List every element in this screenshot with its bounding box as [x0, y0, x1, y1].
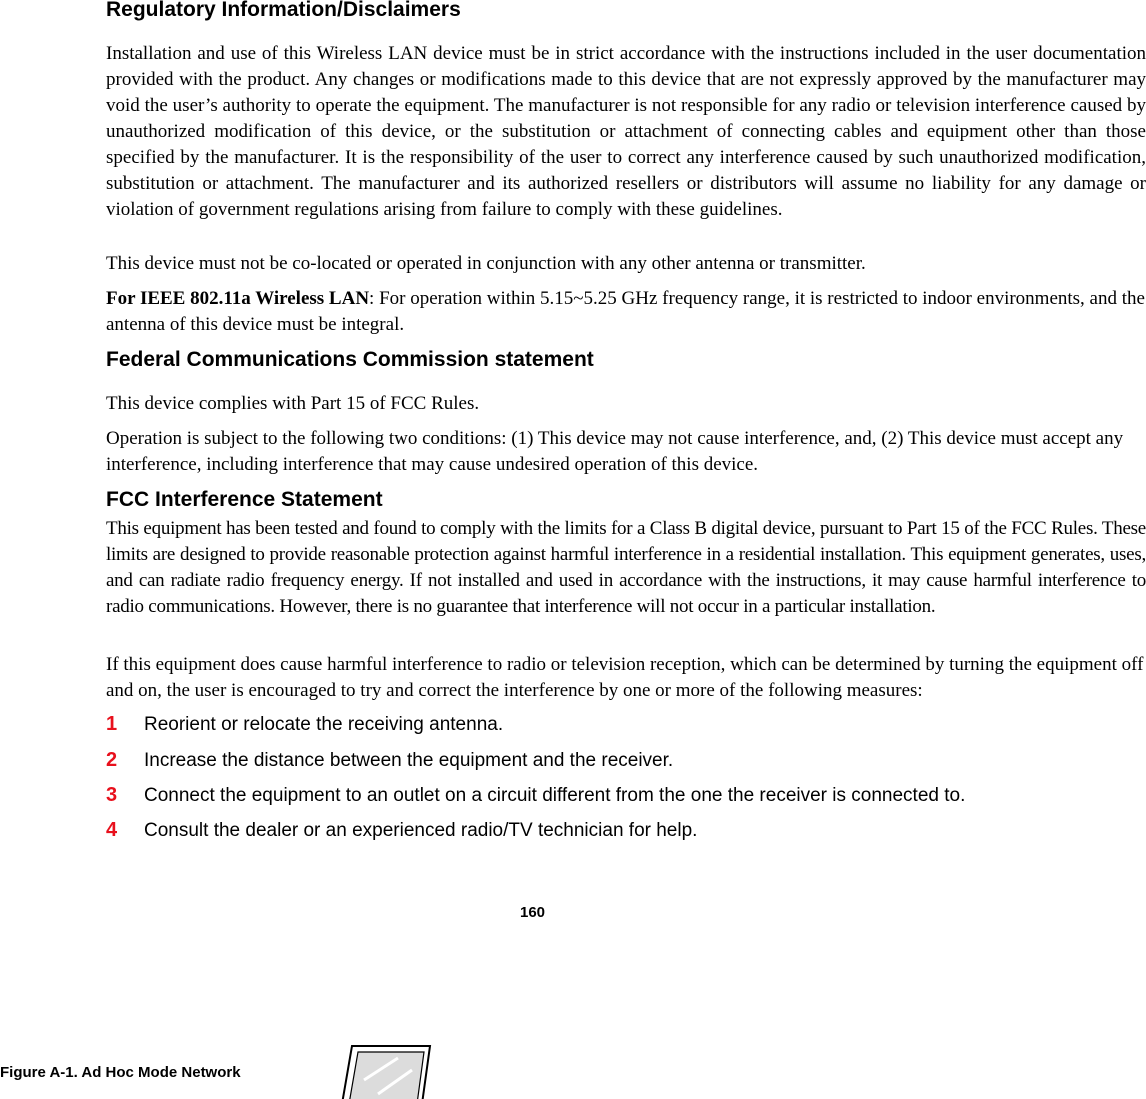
measure-number: 4	[106, 819, 118, 841]
regulatory-paragraph-1: Installation and use of this Wireless LAN device must be in strict accordance with the instructions included in the user documentation provided with the product. Any changes or modifications made to this device that are not expressly approved by the manufacturer may void the user’s authority to operate the equipment. The manufacturer is not responsible for any radio or television interference caused by unauthorized modification of this device, or the substitution or attachment of connecting cables and equipment other than those specified by the manufacturer. It is the responsibility of the user to correct any interference caused by such unauthorized modification, substitution or attachment. The manufacturer and its authorized resellers or distributors will assume no liability for any damage or violation of government regulations arising from failure to comply with these guidelines.	[106, 43, 1146, 220]
page-number: 160	[520, 904, 546, 921]
measure-item	[106, 783, 965, 808]
measure-number: 3	[106, 784, 118, 806]
measure-number: 2	[106, 749, 118, 771]
measure-text: Increase the distance between the equipment and the receiver.	[144, 750, 674, 771]
fcc-statement-paragraph-1: This device complies with Part 15 of FCC Rules.	[106, 393, 480, 414]
fcc-statement-heading: Federal Communications Commission statement	[106, 348, 594, 371]
fcc-interference-heading: FCC Interference Statement	[106, 488, 383, 511]
measure-item	[106, 712, 503, 737]
laptop-screen-illustration	[338, 1044, 438, 1099]
measure-text: Consult the dealer or an experienced radio/TV technician for help.	[144, 820, 698, 841]
ieee-80211a-label: For IEEE 802.11a Wireless LAN	[106, 288, 370, 309]
measure-text: Reorient or relocate the receiving antenna.	[144, 714, 504, 735]
measure-number: 1	[106, 713, 118, 735]
regulatory-paragraph-2: This device must not be co-located or operated in conjunction with any other antenna or transmitter.	[106, 253, 866, 274]
regulatory-paragraph-3	[106, 286, 1146, 338]
fcc-statement-paragraph-2: Operation is subject to the following two conditions: (1) This device may not cause interference, and, (2) This device must accept any interference, including interference that may cause undesired operation of this device.	[106, 428, 1124, 475]
figure-caption: Figure A-1. Ad Hoc Mode Network	[0, 1064, 241, 1081]
measure-text: Connect the equipment to an outlet on a circuit different from the one the receiver is connected to.	[144, 785, 966, 806]
measure-item	[106, 818, 697, 843]
fcc-interference-paragraph-1: This equipment has been tested and found to comply with the limits for a Class B digital device, pursuant to Part 15 of the FCC Rules. These limits are designed to provide reasonable protection against harmful interference in a residential installation. This equipment generates, uses, and can radiate radio frequency energy. If not installed and used in accordance with the instructions, it may cause harmful interference to radio communications. However, there is no guarantee that interference will not occur in a particular installation.	[106, 518, 1146, 617]
ieee-80211a-text: : For operation within 5.15~5.25 GHz frequency range, it is restricted to indoor environments, and the antenna of this device must be integral.	[106, 288, 1145, 335]
fcc-interference-paragraph-2: If this equipment does cause harmful interference to radio or television reception, which can be determined by turning the equipment off and on, the user is encouraged to try and correct the interference by one or more of the following measures:	[106, 654, 1144, 701]
regulatory-heading: Regulatory Information/Disclaimers	[106, 0, 461, 21]
measure-item	[106, 748, 673, 773]
